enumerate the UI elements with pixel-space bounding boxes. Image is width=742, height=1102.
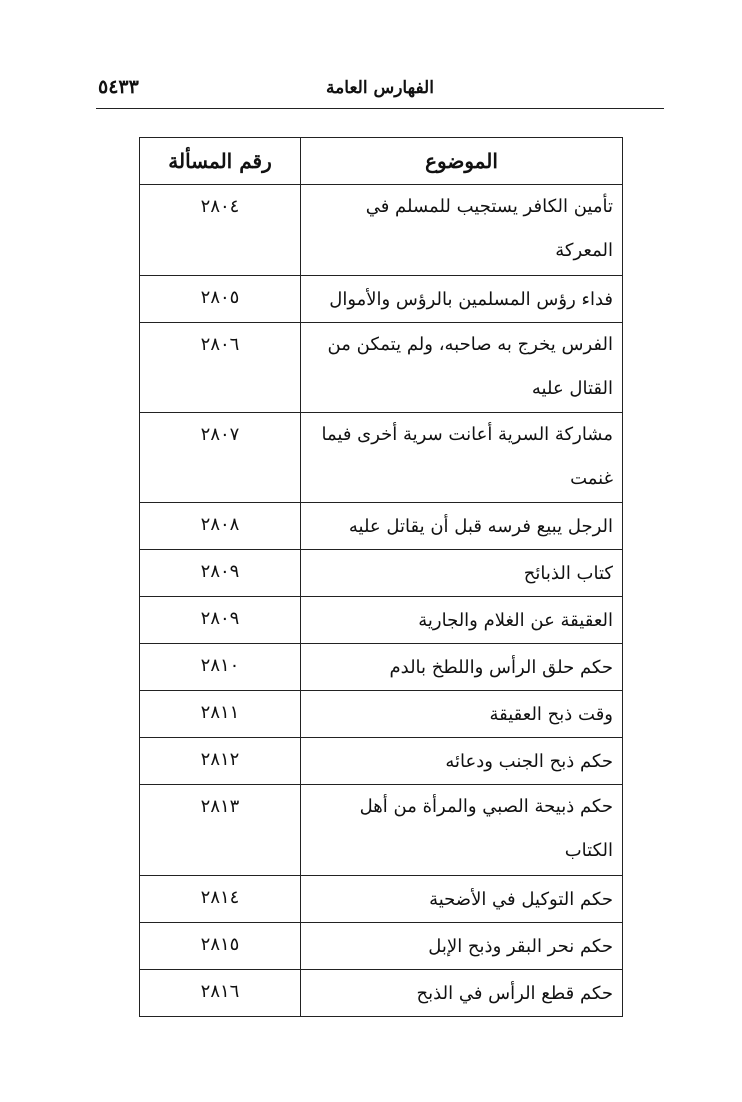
- table-row: [140, 185, 623, 276]
- column-header-topic: الموضوع: [301, 138, 623, 185]
- table-row: [140, 597, 623, 644]
- table-header-row: [140, 138, 623, 185]
- table-row: [140, 550, 623, 597]
- table-row: [140, 413, 623, 503]
- topic-cell: مشاركة السرية أعانت سرية أخرى فيما غنمت: [301, 413, 623, 503]
- topic-cell: حكم قطع الرأس في الذبح: [301, 970, 623, 1017]
- header-title: الفهارس العامة: [326, 78, 434, 98]
- table-row: [140, 323, 623, 413]
- topic-cell: حكم حلق الرأس واللطخ بالدم: [301, 644, 623, 691]
- column-header-issue-number: رقم المسألة: [140, 138, 301, 185]
- topic-cell: حكم نحر البقر وذبح الإبل: [301, 923, 623, 970]
- issue-number-cell: ٢٨١٣: [140, 785, 301, 876]
- issue-number-cell: ٢٨٠٧: [140, 413, 301, 503]
- page-header: [96, 72, 664, 109]
- topic-cell: حكم ذبيحة الصبي والمرأة من أهل الكتاب: [301, 785, 623, 876]
- issue-number-cell: ٢٨٠٤: [140, 185, 301, 276]
- issue-number-cell: ٢٨١١: [140, 691, 301, 738]
- issue-number-cell: ٢٨٠٩: [140, 597, 301, 644]
- table-row: [140, 691, 623, 738]
- table-row: [140, 970, 623, 1017]
- topic-cell: العقيقة عن الغلام والجارية: [301, 597, 623, 644]
- topic-cell: حكم التوكيل في الأضحية: [301, 876, 623, 923]
- table-row: [140, 644, 623, 691]
- table-row: [140, 276, 623, 323]
- issue-number-cell: ٢٨٠٥: [140, 276, 301, 323]
- index-table: [139, 137, 623, 1017]
- table-row: [140, 503, 623, 550]
- page-number: ٥٤٣٣: [98, 76, 139, 98]
- topic-cell: تأمين الكافر يستجيب للمسلم في المعركة: [301, 185, 623, 276]
- topic-cell: الرجل يبيع فرسه قبل أن يقاتل عليه: [301, 503, 623, 550]
- issue-number-cell: ٢٨١٥: [140, 923, 301, 970]
- issue-number-cell: ٢٨٠٩: [140, 550, 301, 597]
- table-row: [140, 923, 623, 970]
- topic-cell: كتاب الذبائح: [301, 550, 623, 597]
- issue-number-cell: ٢٨١٦: [140, 970, 301, 1017]
- table-row: [140, 738, 623, 785]
- table-row: [140, 876, 623, 923]
- topic-cell: الفرس يخرج به صاحبه، ولم يتمكن من القتال عليه: [301, 323, 623, 413]
- issue-number-cell: ٢٨١٢: [140, 738, 301, 785]
- table-row: [140, 785, 623, 876]
- topic-cell: حكم ذبح الجنب ودعائه: [301, 738, 623, 785]
- issue-number-cell: ٢٨٠٨: [140, 503, 301, 550]
- topic-cell: وقت ذبح العقيقة: [301, 691, 623, 738]
- issue-number-cell: ٢٨١٠: [140, 644, 301, 691]
- issue-number-cell: ٢٨٠٦: [140, 323, 301, 413]
- topic-cell: فداء رؤس المسلمين بالرؤس والأموال: [301, 276, 623, 323]
- issue-number-cell: ٢٨١٤: [140, 876, 301, 923]
